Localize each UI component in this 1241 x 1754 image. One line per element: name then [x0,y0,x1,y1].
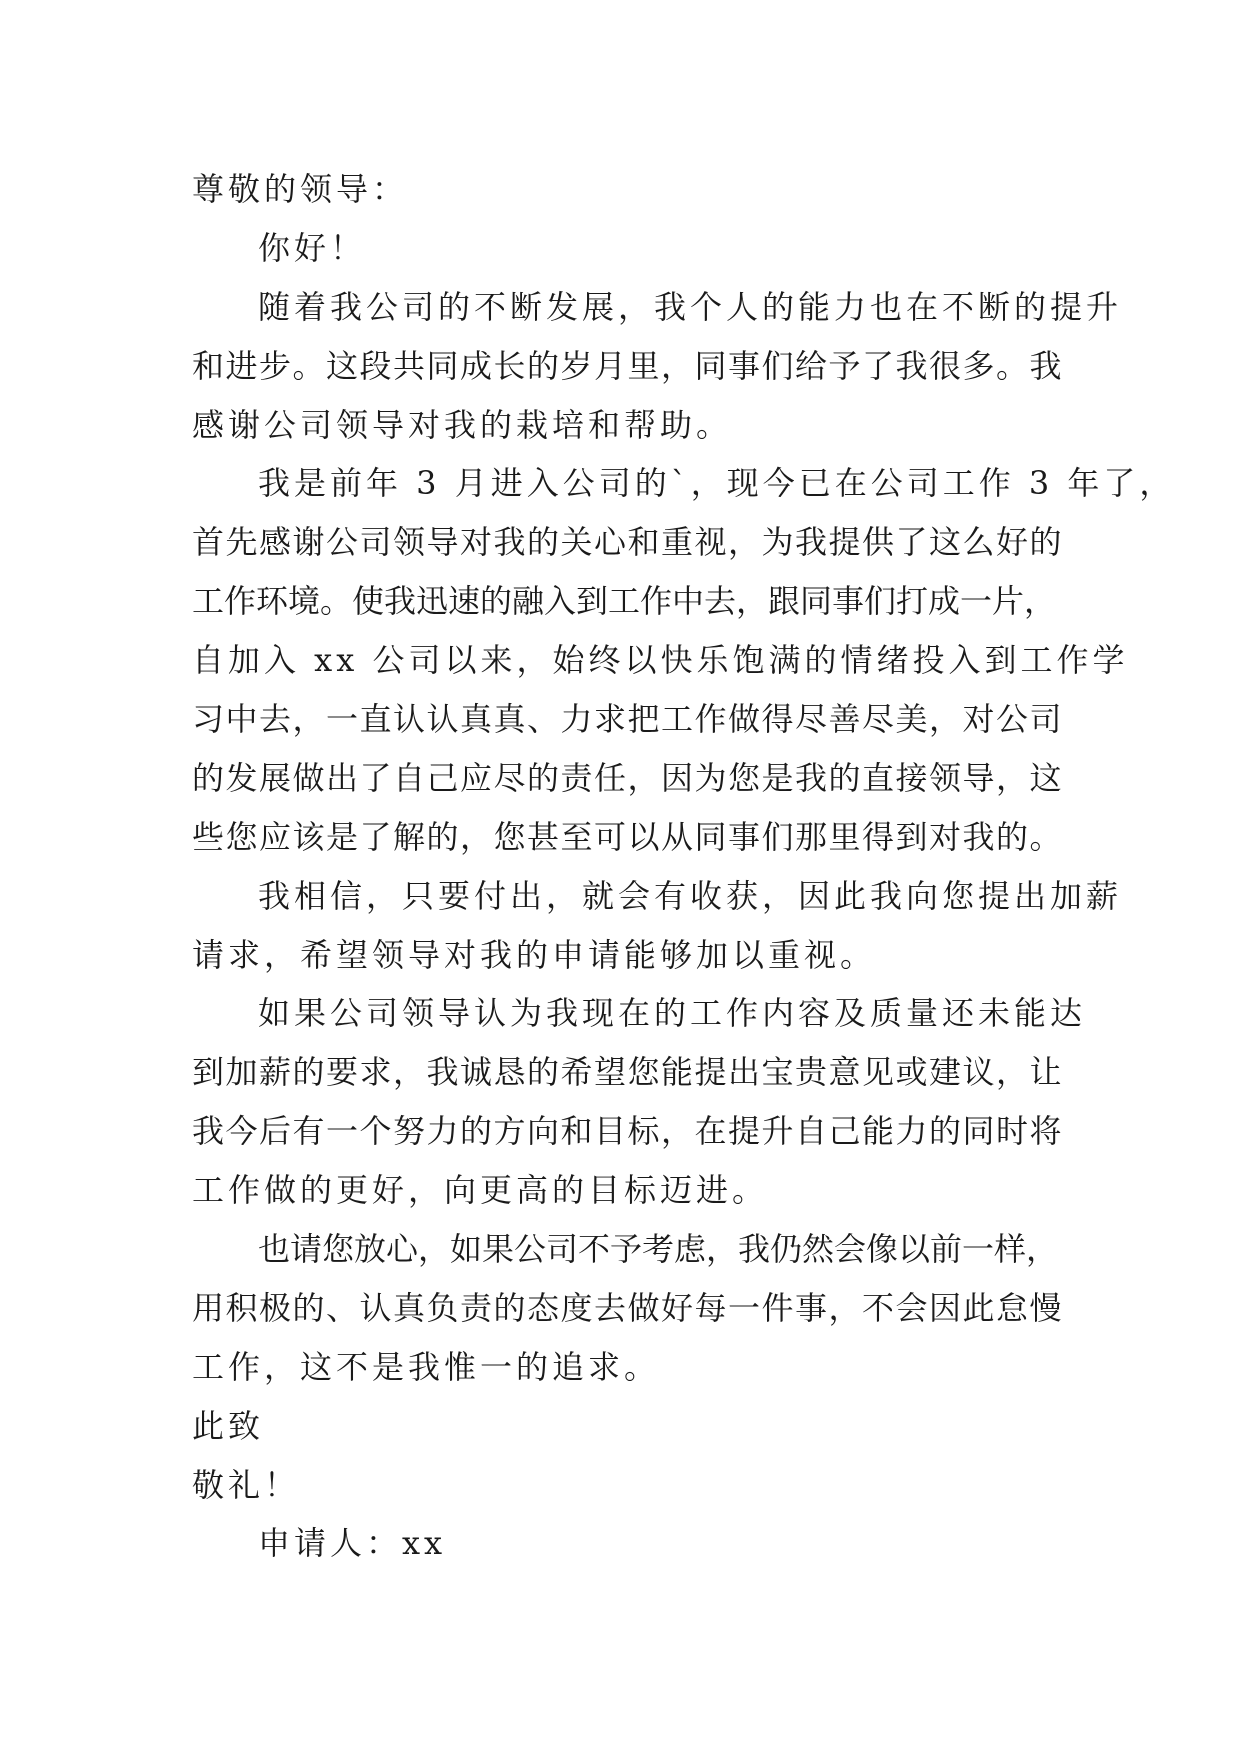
paragraph-line: 如果公司领导认为我现在的工作内容及质量还未能达 [258,994,1087,1033]
paragraph-2 [192,454,1176,866]
paragraph-line: 首先感谢公司领导对我的关心和重视，为我提供了这么好的 [192,523,1064,562]
paragraph-line: 感谢公司领导对我的栽培和帮助。 [192,405,733,444]
paragraph-1 [192,278,1123,455]
paragraph-line: 我相信，只要付出，就会有收获，因此我向您提出加薪 [258,876,1123,915]
salutation: 尊敬的领导： [192,170,409,208]
paragraph-3 [192,867,1123,985]
paragraph-line: 用积极的、认真负责的态度去做好每一件事，不会因此怠慢 [192,1288,1064,1327]
paragraph-line: 也请您放心，如果公司不予考虑，我仍然会像以前一样， [258,1230,1059,1269]
paragraph-line: 和进步。这段共同成长的岁月里，同事们给予了我很多。我 [192,346,1064,385]
paragraph-line: 到加薪的要求，我诚恳的希望您能提出宝贵意见或建议，让 [192,1053,1064,1092]
paragraph-line: 些您应该是了解的，您甚至可以从同事们那里得到对我的。 [192,817,1064,856]
letter-body [192,160,1176,1573]
paragraph-line: 的发展做出了自己应尽的责任，因为您是我的直接领导，这 [192,758,1064,797]
paragraph-line: 工作环境。使我迅速的融入到工作中去，跟同事们打成一片， [192,582,1057,621]
paragraph-line: 工作，这不是我惟一的追求。 [192,1347,661,1386]
paragraph-line: 自加入 xx 公司以来，始终以快乐饱满的情绪投入到工作学 [192,641,1129,680]
paragraph-line: 我今后有一个努力的方向和目标，在提升自己能力的同时将 [192,1112,1064,1151]
paragraph-5 [192,1220,1062,1397]
signature-line: 申请人：xx [258,1524,447,1563]
paragraph-line: 我是前年 3 月进入公司的`，现今已在公司工作 3 年了， [258,464,1176,503]
paragraph-line: 习中去，一直认认真真、力求把工作做得尽善尽美，对公司 [192,700,1064,739]
paragraph-line: 随着我公司的不断发展，我个人的能力也在不断的提升 [258,287,1123,326]
closing-line-1: 此致 [192,1406,265,1445]
paragraph-line: 工作做的更好，向更高的目标迈进。 [192,1171,769,1210]
paragraph-4 [192,984,1087,1220]
greeting: 你好！ [258,228,367,267]
paragraph-line: 请求，希望领导对我的申请能够加以重视。 [192,935,877,974]
closing-line-2: 敬礼！ [192,1465,301,1504]
